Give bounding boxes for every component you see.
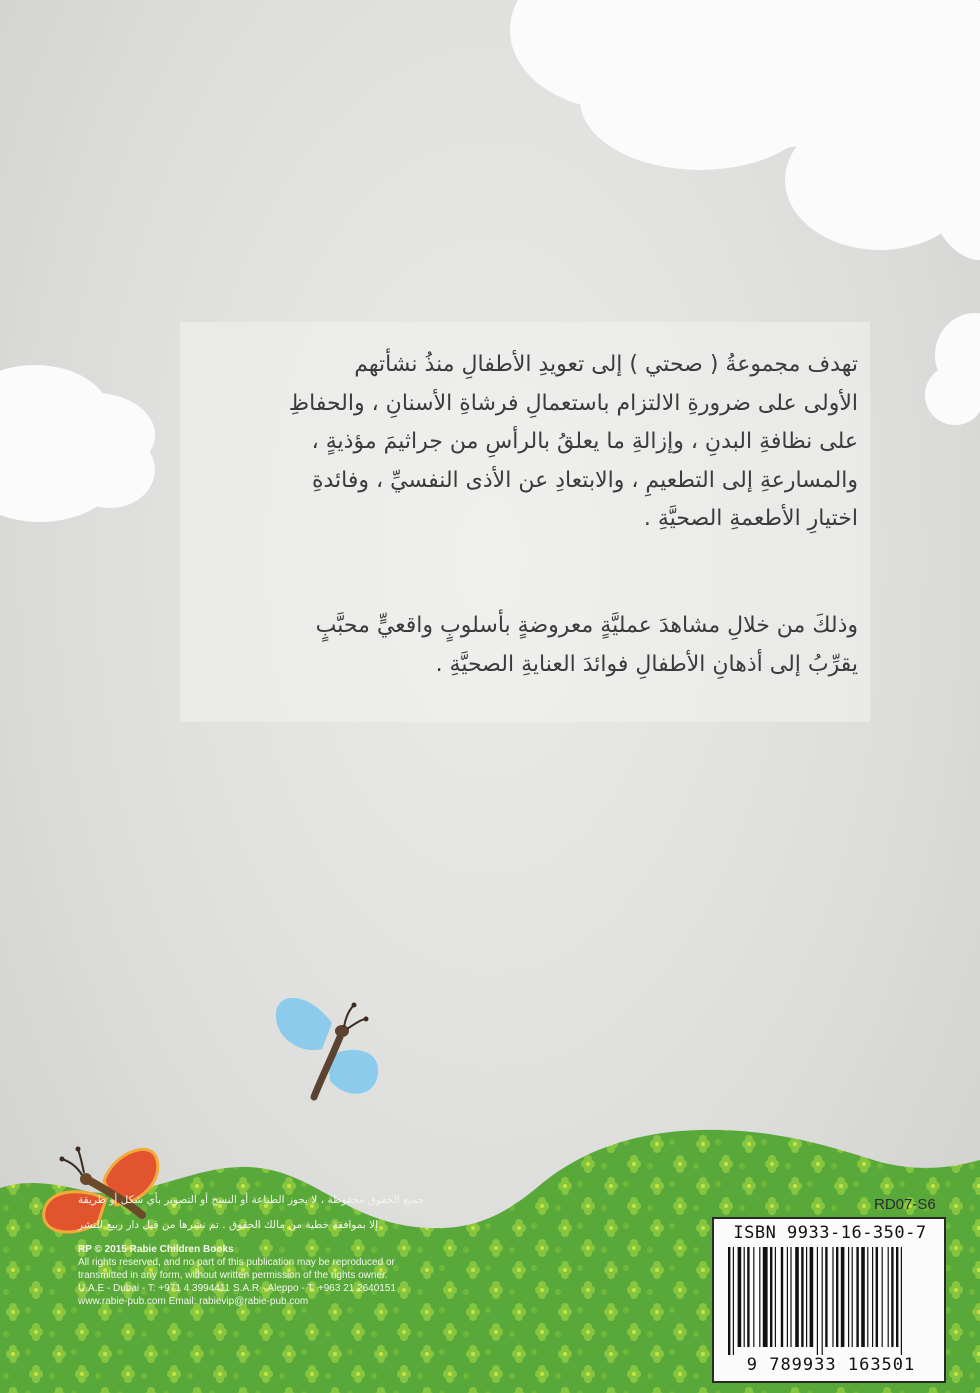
barcode-bar	[795, 1247, 799, 1347]
description-line: وذلكَ من خلالِ مشاهدَ عمليَّةٍ معروضةٍ بأسلوبٍ واقعيٍّ محبَّبٍ	[315, 613, 858, 638]
barcode-bar	[781, 1247, 783, 1347]
copyright-line: All rights reserved, and no part of this publication may be reproduced or	[78, 1257, 395, 1268]
barcode-bar	[810, 1247, 814, 1347]
barcode-bar	[891, 1247, 893, 1347]
barcode-bar	[801, 1247, 803, 1347]
barcode-bar	[753, 1247, 754, 1347]
copyright-line: transmitted in any form, without written permission of the rights owner.	[78, 1270, 388, 1281]
barcode-bar	[872, 1247, 873, 1347]
barcode-bar	[896, 1247, 898, 1347]
rights-arabic-line-1: جميع الحقوق محفوظة ، لا يجوز الطباعة أو النسخ أو التصوير بأي شكل أو طريقة	[78, 1194, 425, 1206]
barcode-bar	[787, 1247, 788, 1347]
barcode-bar	[747, 1247, 749, 1347]
barcode-bar	[861, 1247, 865, 1347]
barcode-bar	[790, 1247, 791, 1347]
barcode-bar	[822, 1247, 823, 1355]
barcode-bar	[852, 1247, 853, 1347]
copyright-title: RP © 2015 Rabie Children Books	[78, 1244, 234, 1255]
website-line: www.rabie-pub.com Email: rabievip@rabie-pub.com	[78, 1296, 309, 1307]
barcode-bar	[876, 1247, 878, 1347]
description-line: اختيارِ الأطعمةِ الصحيَّةِ .	[643, 506, 858, 531]
barcode-bar	[775, 1247, 776, 1347]
copyright-block	[78, 1243, 498, 1308]
barcode-bar	[882, 1247, 883, 1347]
barcode-bar	[759, 1247, 760, 1347]
barcode-bar	[770, 1247, 772, 1347]
description-line: على نظافةِ البدنِ ، وإزالةِ ما يعلقُ بالرأسِ من جراثيمَ مؤذيةٍ ،	[311, 429, 858, 454]
barcode-bar	[832, 1247, 833, 1347]
isbn-label: ISBN 9933-16-350-7	[733, 1223, 927, 1243]
contact-line: U.A.E - Dubai - T: +971 4 3994411 S.A.R - Aleppo - T: +963 21 2640151	[78, 1283, 396, 1294]
barcode-bars	[726, 1247, 934, 1355]
barcode-digits: 9 789933 163501	[746, 1355, 916, 1375]
barcode-bar	[806, 1247, 807, 1347]
description-line: والمسارعةِ إلى التطعيمِ ، والابتعادِ عن الأذى النفسيِّ ، وفائدةِ	[311, 467, 858, 493]
barcode-bar	[744, 1247, 745, 1347]
barcode-bar	[888, 1247, 889, 1347]
barcode-bar	[901, 1247, 902, 1355]
description-line: يقرِّبُ إلى أذهانِ الأطفالِ فوائدَ العنايةِ الصحيَّةِ .	[435, 651, 858, 677]
barcode-bar	[856, 1247, 858, 1347]
barcode-bar	[738, 1247, 742, 1347]
barcode-bar	[733, 1247, 734, 1355]
barcode-bar	[848, 1247, 849, 1347]
description-line: الأولى على ضرورةِ الالتزام باستعمالِ فرشاةِ الأسنانِ ، والحفاظِ	[288, 390, 858, 416]
barcode-bar	[836, 1247, 838, 1347]
rights-arabic-line-2: إلا بموافقة خطية من مالك الحقوق . تم نشرها من قبل دار ربيع للنشر	[78, 1219, 378, 1231]
barcode-bar	[817, 1247, 818, 1355]
barcode-bar	[867, 1247, 868, 1347]
product-code: RD07-S6	[874, 1196, 936, 1213]
description-line: تهدف مجموعةُ ( صحتي ) إلى تعويدِ الأطفالِ منذُ نشأتهم	[354, 352, 858, 377]
barcode-bar	[841, 1247, 845, 1347]
barcode-bar	[825, 1247, 827, 1347]
isbn-barcode	[712, 1217, 946, 1383]
barcode-bar	[728, 1247, 730, 1355]
barcode-bar	[763, 1247, 768, 1347]
